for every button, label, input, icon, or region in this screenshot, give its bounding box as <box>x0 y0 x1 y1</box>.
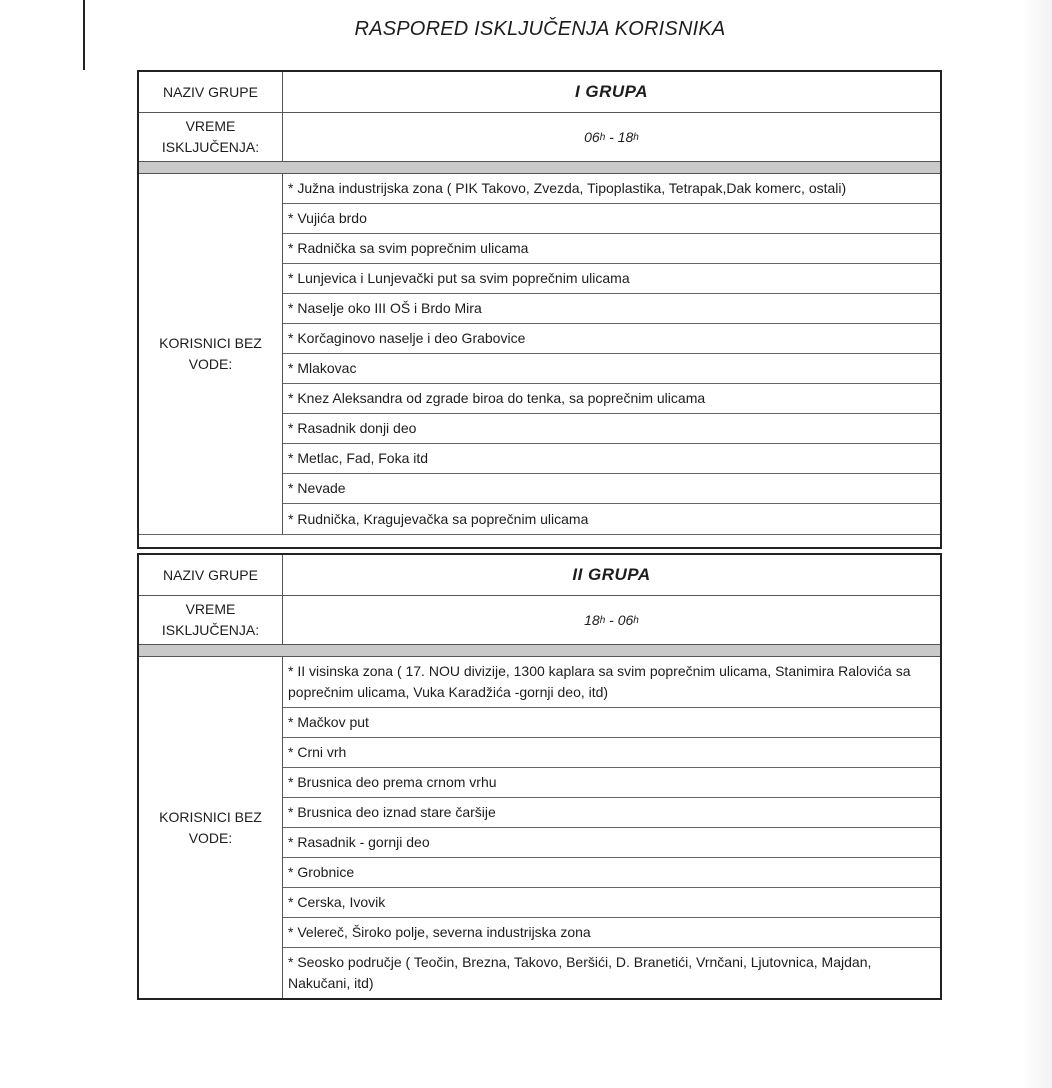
affected-area-item: * Rasadnik donji deo <box>283 414 940 444</box>
shutoff-time-label <box>139 113 283 161</box>
affected-area-item: * Crni vrh <box>283 738 940 768</box>
time-start: 18 <box>584 612 600 628</box>
affected-area-item: * Cerska, Ivovik <box>283 888 940 918</box>
affected-area-item: * Knez Aleksandra od zgrade biroa do tenka, sa poprečnim ulicama <box>283 384 940 414</box>
users-label-line1: KORISNICI BEZ <box>159 808 262 825</box>
affected-area-item: * Metlac, Fad, Foka itd <box>283 444 940 474</box>
document-title: RASPORED ISKLJUČENJA KORISNIKA <box>354 18 726 40</box>
shutoff-time-cell <box>283 113 940 161</box>
schedule-table <box>137 70 942 1000</box>
time-separator: - <box>605 129 618 145</box>
affected-area-item: * Vujića brdo <box>283 204 940 234</box>
group-name-cell <box>283 555 940 595</box>
affected-area-item: * Brusnica deo prema crnom vrhu <box>283 768 940 798</box>
scan-edge-shadow <box>1022 0 1052 1088</box>
affected-area-item: * Rudnička, Kragujevačka sa poprečnim ulicama <box>288 510 589 527</box>
affected-area-list <box>283 174 940 534</box>
shutoff-time-value <box>584 129 639 145</box>
time-separator: - <box>605 612 618 628</box>
users-without-water-row <box>139 657 940 998</box>
group-name: II GRUPA <box>572 565 651 584</box>
affected-area-item: * Radnička sa svim poprečnim ulicama <box>283 234 940 264</box>
affected-area-item: * Mlakovac <box>283 354 940 384</box>
affected-area-item: * Brusnica deo iznad stare čaršije <box>283 798 940 828</box>
group-2-table <box>137 553 942 1000</box>
time-end: 18 <box>617 129 634 145</box>
shutoff-time-label-line2: ISKLJUČENJA: <box>161 622 260 638</box>
users-without-water-label <box>139 657 283 998</box>
group-name-label: NAZIV GRUPE <box>139 555 283 595</box>
users-without-water-row <box>139 174 940 534</box>
users-label-line2: VODE: <box>188 829 233 846</box>
affected-area-item: * Lunjevica i Lunjevački put sa svim poprečnim ulicama <box>283 264 940 294</box>
group-name-row <box>139 72 940 113</box>
affected-area-item: * Mačkov put <box>283 708 940 738</box>
shutoff-time-value <box>584 612 639 628</box>
time-end: 06 <box>617 612 634 628</box>
time-start: 06 <box>584 129 600 145</box>
shutoff-time-label-line1: VREME <box>185 601 236 617</box>
affected-area-item: * II visinska zona ( 17. NOU divizije, 1300 kaplara sa svim poprečnim ulicama, Stanimira Ralovića sa poprečnim ulicama, Vuka Karadžića -gornji deo, itd) <box>283 657 940 708</box>
gray-separator <box>139 162 940 174</box>
shutoff-time-label-line1: VREME <box>185 118 236 134</box>
users-label-line2: VODE: <box>188 356 233 372</box>
affected-area-item: * Grobnice <box>283 858 940 888</box>
group-name-label: NAZIV GRUPE <box>139 72 283 112</box>
affected-area-item: * Nevade <box>283 474 940 504</box>
affected-area-item: * Naselje oko III OŠ i Brdo Mira <box>283 294 940 324</box>
affected-area-list <box>283 657 940 998</box>
time-end-unit: h <box>633 132 639 143</box>
affected-area-item: * Južna industrijska zona ( PIK Takovo, Zvezda, Tipoplastika, Tetrapak,Dak komerc, ostali) <box>283 174 940 204</box>
affected-area-item: * Velereč, Široko polje, severna industrijska zona <box>283 918 940 948</box>
shutoff-time-label-line2: ISKLJUČENJA: <box>161 139 260 155</box>
group-name-cell <box>283 72 940 112</box>
shutoff-time-label <box>139 596 283 644</box>
affected-area-item: * Korčaginovo naselje i deo Grabovice <box>283 324 940 354</box>
users-label-line1: KORISNICI BEZ <box>159 335 262 351</box>
group-name: I GRUPA <box>574 82 649 101</box>
affected-area-item: * Seosko područje ( Teočin, Brezna, Takovo, Beršići, D. Branetići, Vrnčani, Ljutovnica, Majdan, Nakučani, itd) <box>288 954 872 991</box>
group-name-row <box>139 555 940 596</box>
time-start-unit: h <box>599 615 606 626</box>
time-start-unit: h <box>599 132 606 143</box>
shutoff-time-row <box>139 596 940 645</box>
gray-separator <box>139 645 940 657</box>
group-1-table <box>137 70 942 549</box>
affected-area-item: * Rasadnik - gornji deo <box>283 828 940 858</box>
group-footer-strip <box>139 534 940 547</box>
shutoff-time-cell <box>283 596 940 644</box>
users-without-water-label <box>139 174 283 534</box>
time-end-unit: h <box>633 615 639 626</box>
shutoff-time-row <box>139 113 940 162</box>
